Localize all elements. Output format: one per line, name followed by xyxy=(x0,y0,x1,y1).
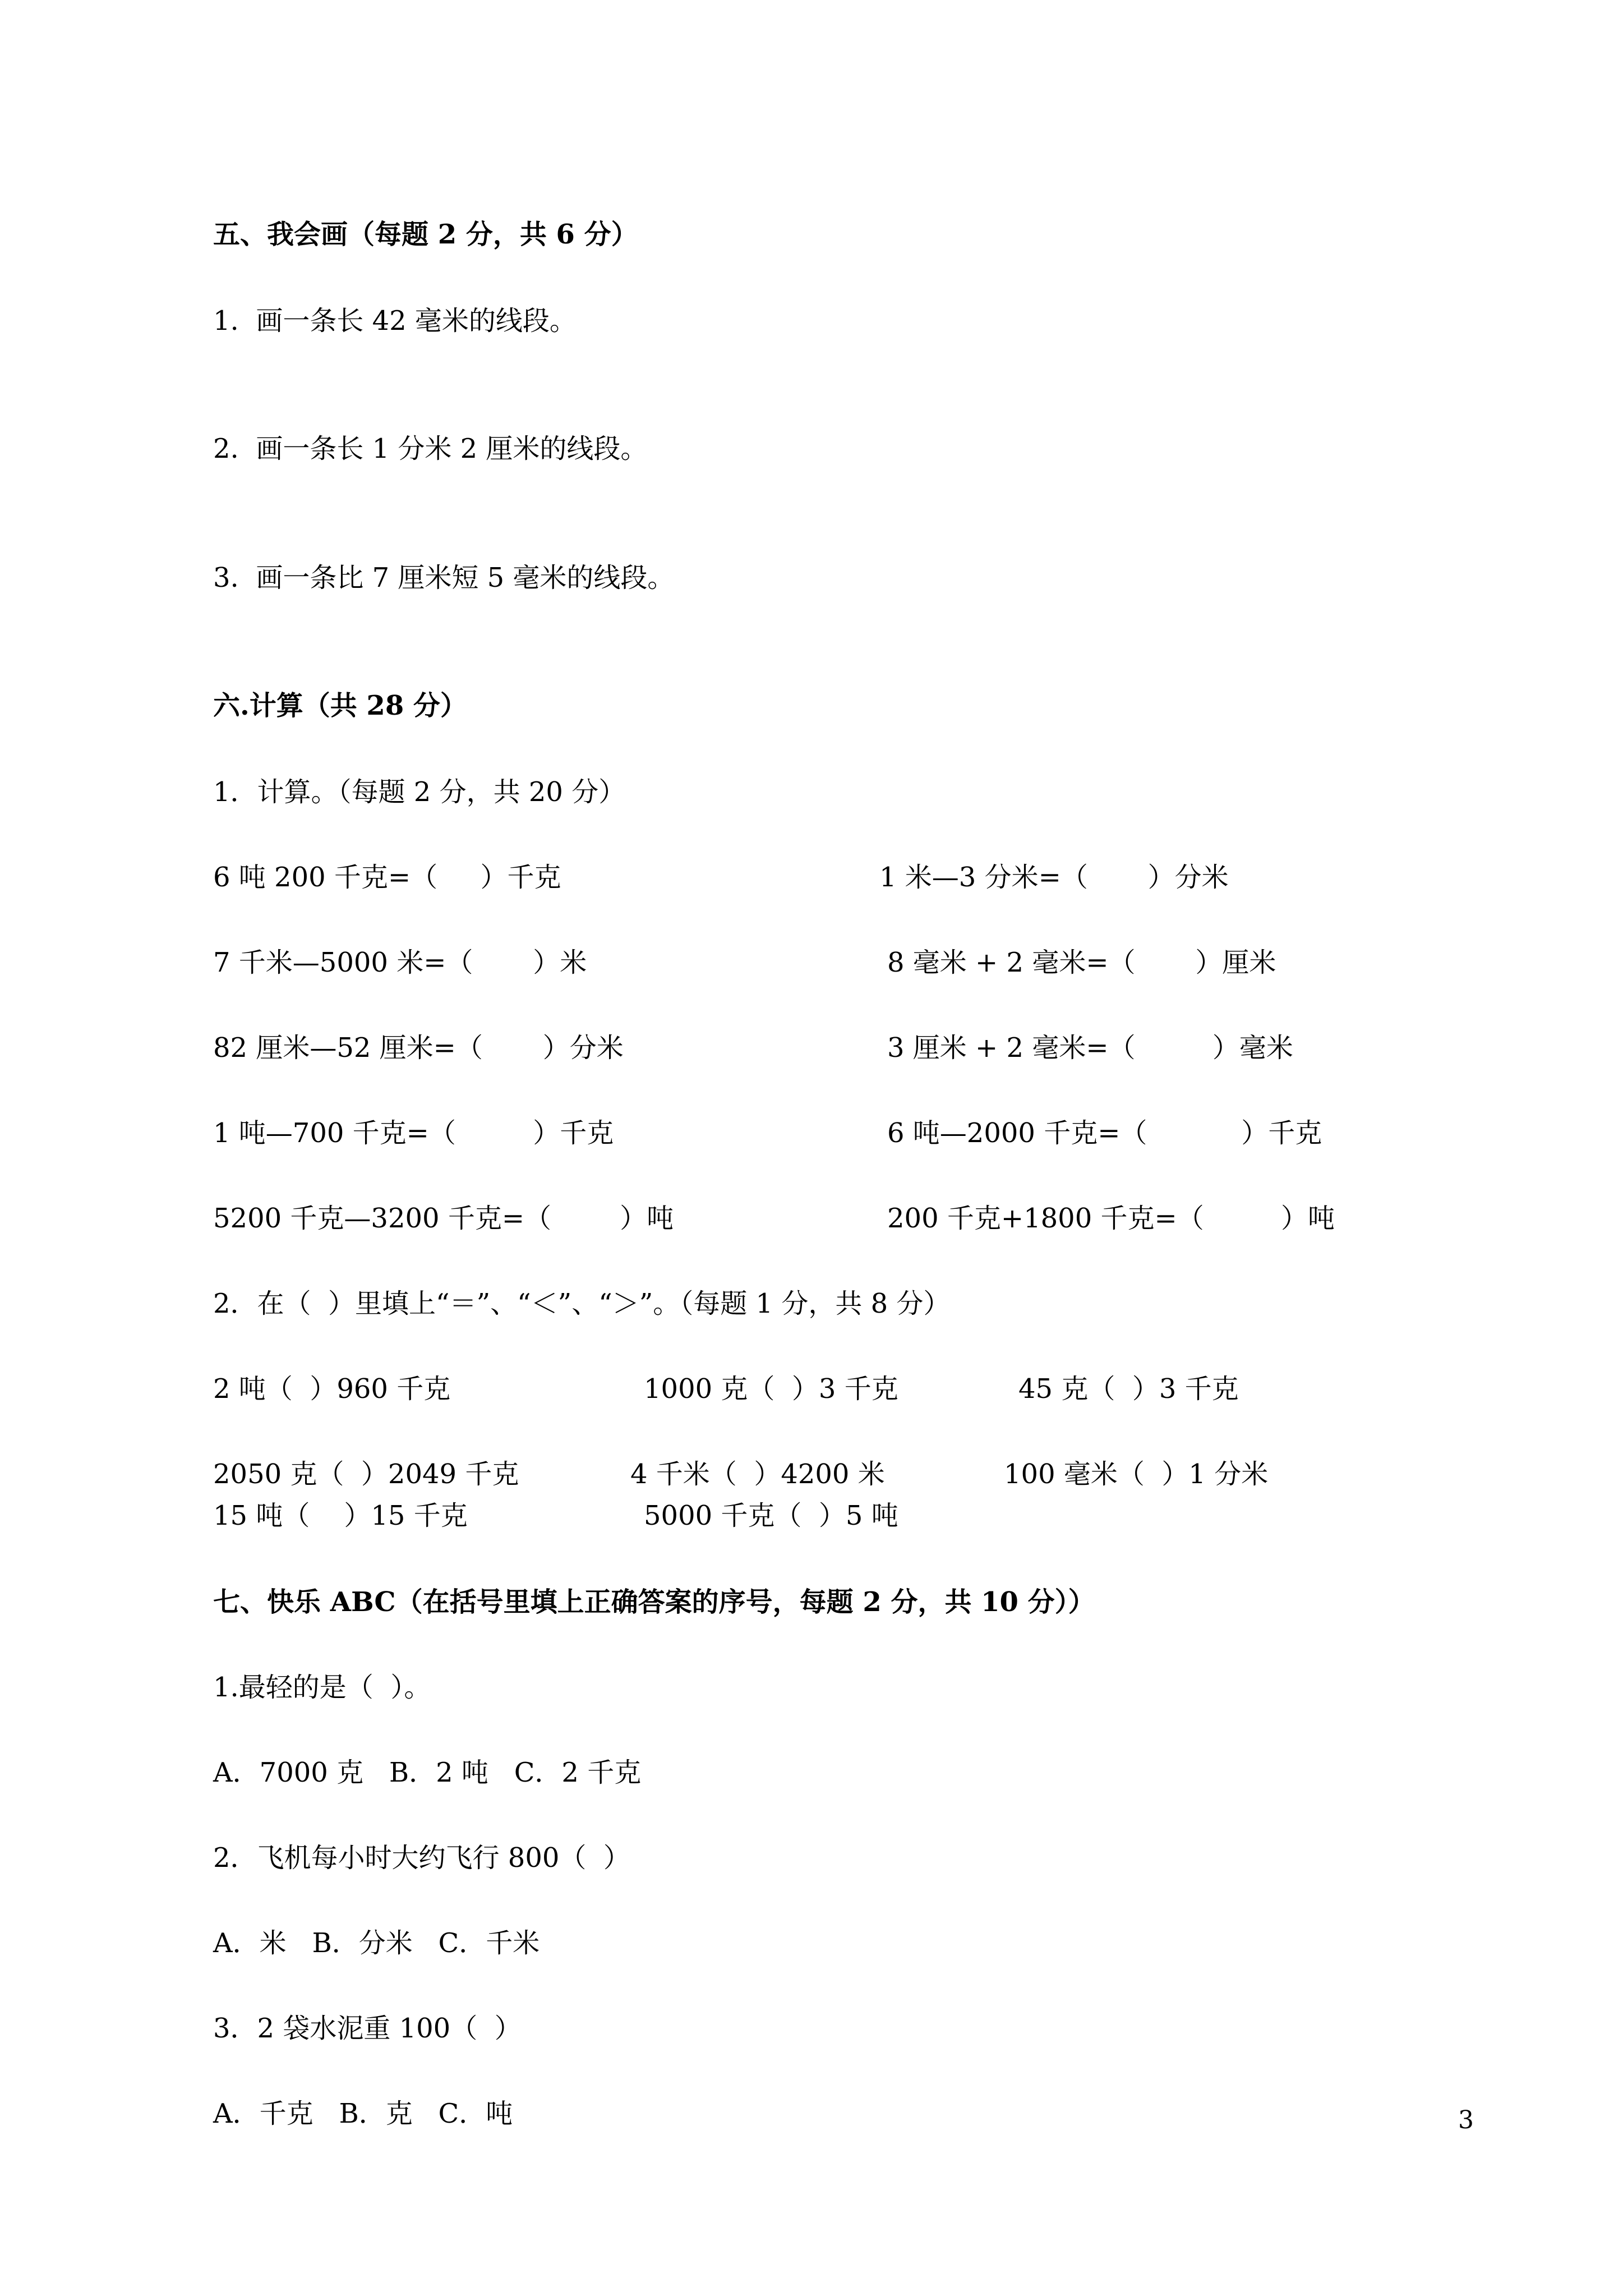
compare-item: 4 千米（ ）4200 米 xyxy=(630,1458,885,1490)
calc-item: 6 吨 200 千克=（ ）千克 xyxy=(213,862,561,893)
compare-item: 15 吨（ ）15 千克 xyxy=(213,1500,468,1531)
compare-item: 2050 克（ ）2049 千克 xyxy=(213,1458,519,1490)
s7-question-1: 1.最轻的是（ ）。 xyxy=(213,1672,431,1703)
calc-item: 7 千米—5000 米=（ ）米 xyxy=(213,947,587,978)
calc-item: 3 厘米 + 2 毫米=（ ）毫米 xyxy=(887,1032,1293,1064)
section-5-heading: 五、我会画（每题 2 分，共 6 分） xyxy=(213,219,638,250)
s6-sub-question-1: 1．计算。（每题 2 分，共 20 分） xyxy=(213,776,626,808)
calc-item: 6 吨—2000 千克=（ ）千克 xyxy=(887,1117,1322,1149)
section-7-heading: 七、快乐 ABC（在括号里填上正确答案的序号，每题 2 分，共 10 分）） xyxy=(213,1586,1095,1618)
compare-item: 45 克（ ）3 千克 xyxy=(1018,1373,1239,1405)
compare-item: 100 毫米（ ）1 分米 xyxy=(1004,1458,1269,1490)
s6-sub-question-2: 2．在（ ）里填上“＝”、“＜”、“＞”。（每题 1 分，共 8 分） xyxy=(213,1288,951,1319)
s7-question-1-options: A．7000 克 B．2 吨 C．2 千克 xyxy=(213,1757,642,1788)
compare-item: 2 吨（ ）960 千克 xyxy=(213,1373,451,1405)
s5-question-3: 3. 画一条比 7 厘米短 5 毫米的线段。 xyxy=(213,562,675,593)
page-number: 3 xyxy=(1458,2106,1474,2134)
calc-item: 82 厘米—52 厘米=（ ）分米 xyxy=(213,1032,624,1064)
calc-item: 5200 千克—3200 千克=（ ）吨 xyxy=(213,1203,674,1234)
calc-item: 8 毫米 + 2 毫米=（ ）厘米 xyxy=(887,947,1276,978)
calc-item: 200 千克+1800 千克=（ ）吨 xyxy=(887,1203,1335,1234)
s7-question-3: 3．2 袋水泥重 100（ ） xyxy=(213,2013,522,2044)
s7-question-2-options: A．米 B．分米 C．千米 xyxy=(213,1927,540,1959)
calc-item: 1 米—3 分米=（ ）分米 xyxy=(879,862,1229,893)
s7-question-2: 2．飞机每小时大约飞行 800（ ） xyxy=(213,1842,630,1874)
s5-question-1: 1. 画一条长 42 毫米的线段。 xyxy=(213,305,577,337)
s5-question-2: 2. 画一条长 1 分米 2 厘米的线段。 xyxy=(213,433,648,464)
compare-item: 5000 千克（ ）5 吨 xyxy=(644,1500,898,1531)
calc-item: 1 吨—700 千克=（ ）千克 xyxy=(213,1117,614,1149)
compare-item: 1000 克（ ）3 千克 xyxy=(644,1373,898,1405)
s7-question-3-options: A．千克 B．克 C．吨 xyxy=(213,2098,513,2129)
section-6-heading: 六.计算（共 28 分） xyxy=(213,690,467,721)
